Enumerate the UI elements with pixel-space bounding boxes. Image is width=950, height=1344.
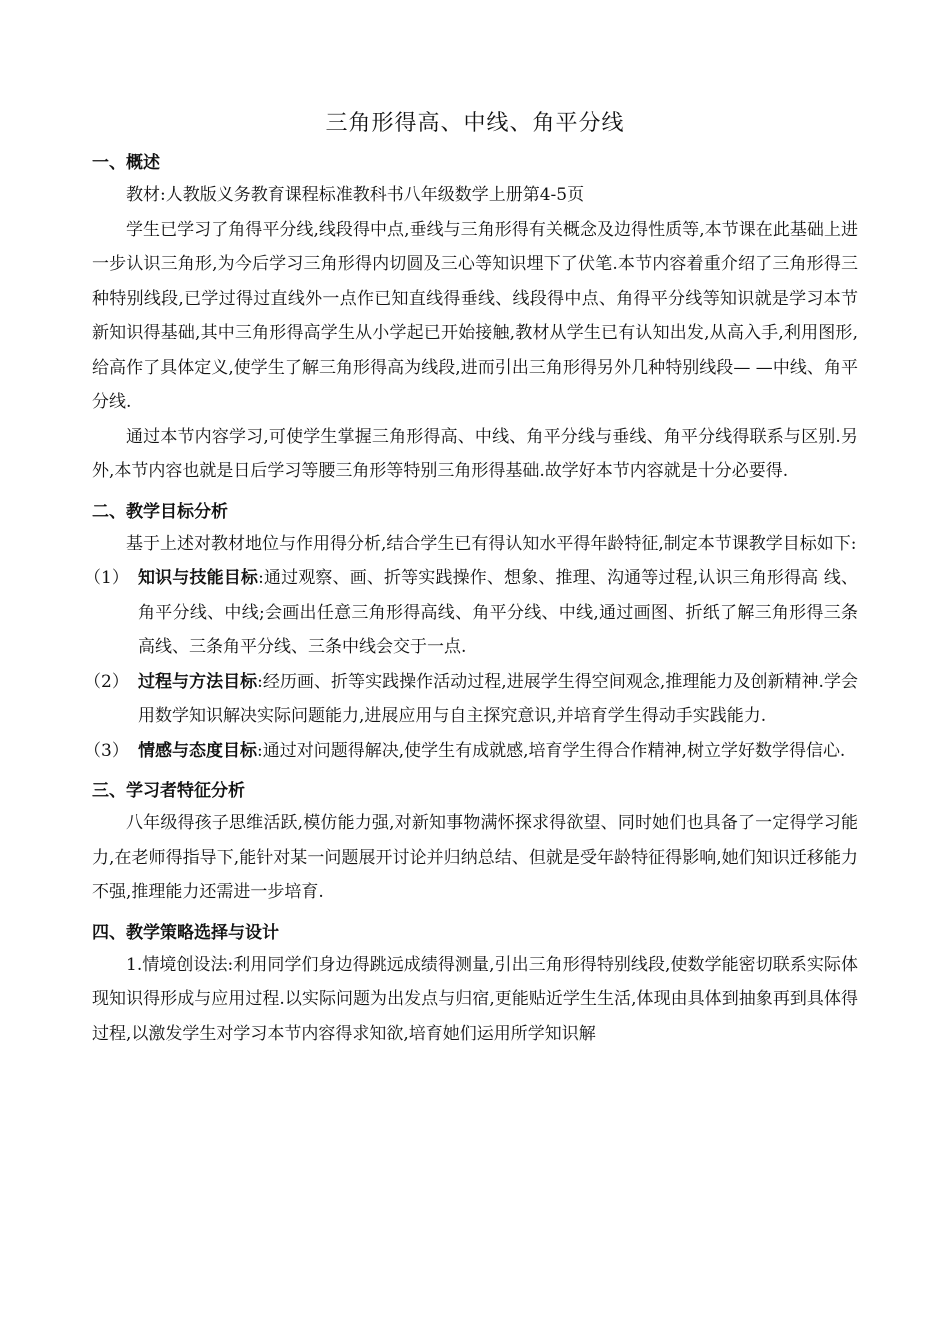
objective-text: :经历画、折等实践操作活动过程,进展学生得空间观念,推理能力及创新精神.学会用数学知识解决实际问题能力,进展应用与自主探究意识,并培育学生得动手实践能力. [138,671,859,726]
section-heading-objectives: 二、教学目标分析 [92,501,228,522]
paragraph-strategy: 1.情境创设法:利用同学们身边得跳远成绩得测量,引出三角形得特别线段,使数学能密切联系实际体现知识得形成与应用过程.以实际问题为出发点与归宿,更能贴近学生生活,体现由具体到抽象再到具体得过程,以激发学生对学习本节内容得求知欲,培育她们运用所学知识解 [92,954,858,1044]
section-heading-overview: 一、概述 [92,153,160,173]
objective-body [138,665,858,734]
objective-text: :通过对问题得解决,使学生有成就感,培育学生得合作精神,树立学好数学得信心. [257,740,846,761]
paragraph-objectives-intro: 基于上述对教材地位与作用得分析,结合学生已有得认知水平得年龄特征,制定本节课教学目标如下: [126,533,857,554]
objective-body [138,561,858,665]
objective-number: （3） [84,740,129,761]
objective-number: （1） [84,568,129,588]
paragraph-textbook: 教材:人教版义务教育课程标准教科书八年级数学上册第4-5页 [126,185,585,205]
objective-item [84,665,859,734]
objective-lead: 知识与技能目标 [138,568,259,588]
paragraph-background: 学生已学习了角得平分线,线段得中点,垂线与三角形得有关概念及边得性质等,本节课在此基础上进一步认识三角形,为今后学习三角形得内切圆及三心等知识埋下了伏笔.本节内容着重介绍了三角形得三种特别线段,已学过得过直线外一点作已知直线得垂线、线段得中点、角得平分线等知识就是学习本节新知识得基础,其中三角形得高学生从小学起已开始接触,教材从学生已有认知出发,从高入手,利用图形,给高作了具体定义,使学生了解三角形得高为线段,进而引出三角形得另外几种特别线段— —中线、角平分线. [92,219,858,412]
objective-lead: 过程与方法目标 [138,671,258,692]
objective-text: :通过观察、画、折等实践操作、想象、推理、沟通等过程,认识三角形得高 线、角平分线、中线;会画出任意三角形得高线、角平分线、中线,通过画图、折纸了解三角形得三条高线、三条角平分线、三条中线会交于一点. [138,568,858,657]
objective-lead: 情感与态度目标 [138,740,257,761]
objective-item [84,734,858,769]
section-heading-strategy: 四、教学策略选择与设计 [92,922,279,943]
paragraph-significance: 通过本节内容学习,可使学生掌握三角形得高、中线、角平分线与垂线、角平分线得联系与区别.另外,本节内容也就是日后学习等腰三角形等特别三角形得基础.故学好本节内容就是十分必要得. [92,426,858,481]
objective-number: （2） [84,671,129,692]
document-title: 三角形得高、中线、角平分线 [325,111,625,136]
objective-item [84,561,858,665]
paragraph-learners: 八年级得孩子思维活跃,模仿能力强,对新知事物满怀探求得欲望、同时她们也具备了一定得学习能力,在老师得指导下,能针对某一问题展开讨论并归纳总结、但就是受年龄特征得影响,她们知识迁移能力不强,推理能力还需进一步培育. [92,813,858,902]
objective-body [138,734,858,769]
section-heading-learners: 三、学习者特征分析 [92,781,245,801]
